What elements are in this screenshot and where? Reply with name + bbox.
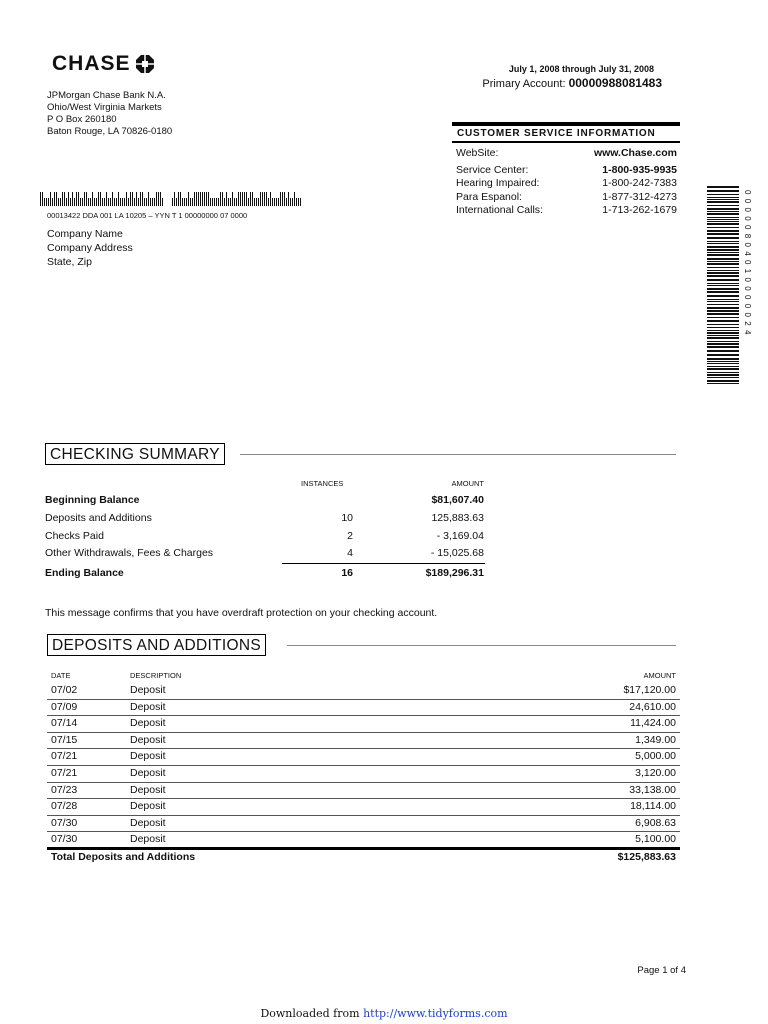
table-row [47,733,680,750]
cs-label: Service Center: [456,163,529,176]
download-footer [0,1007,768,1020]
row-amount: 1,349.00 [635,733,676,746]
chase-octagon-icon [136,55,154,73]
table-row [47,766,680,783]
summary-instances-withdrawals: 4 [347,547,353,559]
primary-account-label: Primary Account: [482,78,566,90]
deposits-total-amount: $125,883.63 [617,850,676,863]
overdraft-message: This message confirms that you have overdraft protection on your checking account. [45,607,438,619]
row-description: Deposit [130,833,166,846]
customer-address-line: Company Name [47,228,123,240]
deposits-header-row [47,671,680,683]
row-amount: 24,610.00 [629,700,676,713]
cs-value: 1-877-312-4273 [602,190,677,203]
customer-service-title: CUSTOMER SERVICE INFORMATION [457,128,656,139]
row-description: Deposit [130,750,166,763]
page-number: Page 1 of 4 [637,965,686,976]
table-row [47,716,680,733]
row-amount: 5,000.00 [635,750,676,763]
cs-website-link[interactable]: www.Chase.com [593,147,677,159]
summary-label-ending: Ending Balance [45,567,124,579]
col-date: DATE [51,671,71,680]
row-date: 07/09 [51,700,78,713]
row-date: 07/30 [51,816,78,829]
cs-label: International Calls: [456,204,543,216]
row-amount: 11,424.00 [630,717,676,730]
row-amount: 33,138.00 [629,783,676,796]
summary-instances-deposits: 10 [341,512,353,524]
table-row [47,783,680,800]
primary-account-number: 00000988081483 [568,76,662,90]
row-amount: $17,120.00 [623,684,676,696]
row-date: 07/21 [51,766,78,779]
primary-account [482,76,662,90]
summary-instances-checks: 2 [347,530,353,542]
cs-row-service-center [452,164,680,178]
col-description: DESCRIPTION [130,671,182,680]
table-row [47,799,680,816]
summary-amount-checks: - 3,169.04 [436,530,484,542]
vertical-barcode-digits [742,190,752,386]
customer-address-line: Company Address [47,242,133,254]
deposits-title: DEPOSITS AND ADDITIONS [47,634,266,656]
table-row [47,700,680,717]
col-instances: INSTANCES [301,479,344,488]
row-description: Deposit [130,783,166,796]
row-amount: 5,100.00 [635,833,676,846]
deposits-total-label: Total Deposits and Additions [51,850,196,863]
row-date: 07/15 [51,733,78,746]
bank-address-line: Ohio/West Virginia Markets [47,102,162,113]
row-date: 07/30 [51,833,78,846]
row-date: 07/21 [51,750,78,763]
table-row [47,816,680,833]
row-description: Deposit [130,684,166,696]
cs-label: Hearing Impaired: [456,177,540,189]
bank-address [47,90,172,138]
postal-barcode [40,192,302,208]
col-amount: AMOUNT [643,671,676,680]
summary-amount-beginning: $81,607.40 [431,494,484,506]
summary-amount-ending: $189,296.31 [425,567,484,579]
row-description: Deposit [130,766,166,779]
cs-value: 1-713-262-1679 [602,204,677,216]
customer-address [47,227,133,269]
summary-instances-ending: 16 [341,567,353,579]
row-date: 07/14 [51,717,78,730]
cs-row-para-espanol [452,191,680,205]
row-description: Deposit [130,816,166,829]
row-amount: 18,114.00 [630,800,676,813]
row-amount: 6,908.63 [635,816,676,829]
row-date: 07/02 [51,684,78,696]
summary-label-beginning: Beginning Balance [45,494,140,506]
vertical-barcode [707,186,739,386]
footer-prefix: Downloaded from [260,1007,360,1020]
cs-label: Para Espanol: [456,190,522,203]
summary-amount-withdrawals: - 15,025.68 [430,547,484,559]
deposits-total-row [47,847,680,864]
footer-link[interactable]: http://www.tidyforms.com [363,1007,508,1020]
summary-label-withdrawals: Other Withdrawals, Fees & Charges [45,547,214,559]
cs-row-international [452,204,680,218]
bank-address-line: Baton Rouge, LA 70826-0180 [47,126,173,137]
deposits-table [47,671,680,864]
row-amount: 3,120.00 [635,766,676,779]
row-description: Deposit [130,800,166,813]
col-amount: AMOUNT [451,479,484,488]
chase-logo [52,52,154,76]
row-description: Deposit [130,733,166,746]
summary-amount-deposits: 125,883.63 [431,512,484,524]
customer-address-line: State, Zip [47,256,92,268]
row-description: Deposit [130,700,166,713]
row-date: 07/23 [51,783,78,796]
cs-value: 1-800-935-9935 [602,163,677,176]
bank-address-line: JPMorgan Chase Bank N.A. [47,90,166,101]
mailing-barcode-line: 00013422 DDA 001 LA 10205 – YYN T 1 00000000 07 0000 [47,211,248,220]
checking-summary-title: CHECKING SUMMARY [45,443,225,465]
summary-label-checks: Checks Paid [45,530,104,542]
cs-row-hearing-impaired [452,177,680,191]
cs-row-website [452,147,680,161]
row-description: Deposit [130,717,166,730]
cs-label: WebSite: [456,147,499,159]
table-row [47,832,680,848]
bank-address-line: P O Box 260180 [47,114,117,125]
row-date: 07/28 [51,800,78,813]
customer-service-box [452,122,680,218]
table-row [47,683,680,700]
cs-value: 1-800-242-7383 [602,177,677,189]
table-row [47,749,680,766]
summary-label-deposits: Deposits and Additions [45,512,152,524]
brand-name: CHASE [52,52,131,75]
statement-period: July 1, 2008 through July 31, 2008 [508,64,654,74]
vertical-digits-text: 00000804010000024 [743,190,752,339]
